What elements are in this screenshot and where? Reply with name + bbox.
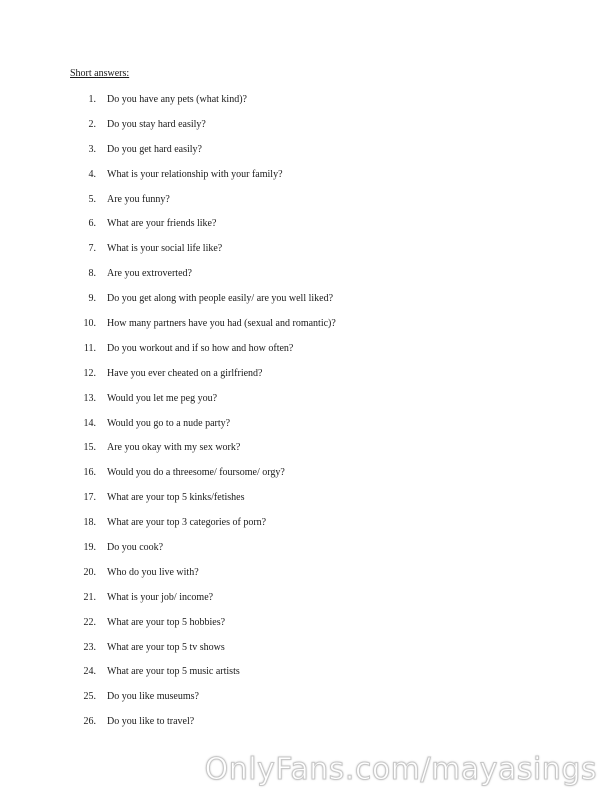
question-text: Would you let me peg you? <box>107 392 218 404</box>
question-text: What are your top 5 hobbies? <box>107 616 226 628</box>
question-item <box>0 418 609 443</box>
question-item <box>0 243 609 268</box>
question-number: 25. <box>83 691 96 703</box>
question-number: 3. <box>88 143 96 155</box>
question-text: Are you extroverted? <box>107 268 192 280</box>
question-text: Do you get hard easily? <box>107 143 202 155</box>
question-number: 5. <box>88 193 96 205</box>
question-number: 21. <box>83 591 96 603</box>
question-item <box>0 194 609 219</box>
question-number: 19. <box>83 542 96 554</box>
question-item <box>0 268 609 293</box>
question-text: What is your social life like? <box>107 243 223 255</box>
question-number: 17. <box>83 492 96 504</box>
question-item <box>0 517 609 542</box>
question-number: 8. <box>88 268 96 280</box>
question-text: What are your top 5 tv shows <box>107 641 225 653</box>
question-text: Do you get along with people easily/ are you well liked? <box>107 293 334 305</box>
question-text: What are your top 5 kinks/fetishes <box>107 492 245 504</box>
question-number: 9. <box>88 293 96 305</box>
question-item <box>0 94 609 119</box>
question-text: What are your friends like? <box>107 218 217 230</box>
question-text: Are you funny? <box>107 193 170 205</box>
question-text: Do you like to travel? <box>107 716 195 728</box>
question-text: Do you have any pets (what kind)? <box>107 94 247 105</box>
question-number: 20. <box>83 566 96 578</box>
question-number: 15. <box>83 442 96 454</box>
question-text: What is your relationship with your family? <box>107 168 283 180</box>
question-text: Are you okay with my sex work? <box>107 442 241 454</box>
question-item <box>0 592 609 617</box>
question-item <box>0 343 609 368</box>
question-item <box>0 368 609 393</box>
question-text: Do you cook? <box>107 542 164 554</box>
question-text: Do you stay hard easily? <box>107 118 206 130</box>
question-number: 1. <box>88 94 96 105</box>
question-item <box>0 393 609 418</box>
question-number: 14. <box>83 417 96 429</box>
question-item <box>0 467 609 492</box>
question-item <box>0 716 609 741</box>
question-number: 23. <box>83 641 96 653</box>
section-heading: Short answers: <box>70 68 130 79</box>
question-text: Would you do a threesome/ foursome/ orgy? <box>107 467 285 479</box>
question-number: 16. <box>83 467 96 479</box>
question-item <box>0 442 609 467</box>
question-text: What are your top 5 music artists <box>107 666 240 678</box>
question-number: 2. <box>88 118 96 130</box>
question-number: 26. <box>83 716 96 728</box>
question-item <box>0 318 609 343</box>
question-number: 24. <box>83 666 96 678</box>
question-item <box>0 119 609 144</box>
question-number: 22. <box>83 616 96 628</box>
question-number: 12. <box>83 367 96 379</box>
question-item <box>0 218 609 243</box>
question-number: 4. <box>88 168 96 180</box>
question-number: 18. <box>83 517 96 529</box>
question-item <box>0 542 609 567</box>
question-text: Who do you live with? <box>107 566 199 578</box>
question-number: 10. <box>83 318 96 330</box>
question-item <box>0 293 609 318</box>
question-number: 11. <box>83 342 96 354</box>
question-item <box>0 567 609 592</box>
question-list <box>0 94 609 741</box>
question-item <box>0 492 609 517</box>
question-item <box>0 169 609 194</box>
question-number: 6. <box>88 218 96 230</box>
question-text: What are your top 3 categories of porn? <box>107 517 267 529</box>
question-number: 7. <box>88 243 96 255</box>
question-text: What is your job/ income? <box>107 591 214 603</box>
question-item <box>0 144 609 169</box>
question-item <box>0 642 609 667</box>
question-number: 13. <box>83 392 96 404</box>
question-text: How many partners have you had (sexual and romantic)? <box>107 318 336 330</box>
question-item <box>0 691 609 716</box>
question-text: Have you ever cheated on a girlfriend? <box>107 367 263 379</box>
question-text: Do you like museums? <box>107 691 199 703</box>
question-item <box>0 666 609 691</box>
question-text: Do you workout and if so how and how often? <box>107 342 294 354</box>
watermark: OnlyFans.com/mayasings <box>204 752 597 787</box>
question-item <box>0 617 609 642</box>
question-text: Would you go to a nude party? <box>107 417 231 429</box>
